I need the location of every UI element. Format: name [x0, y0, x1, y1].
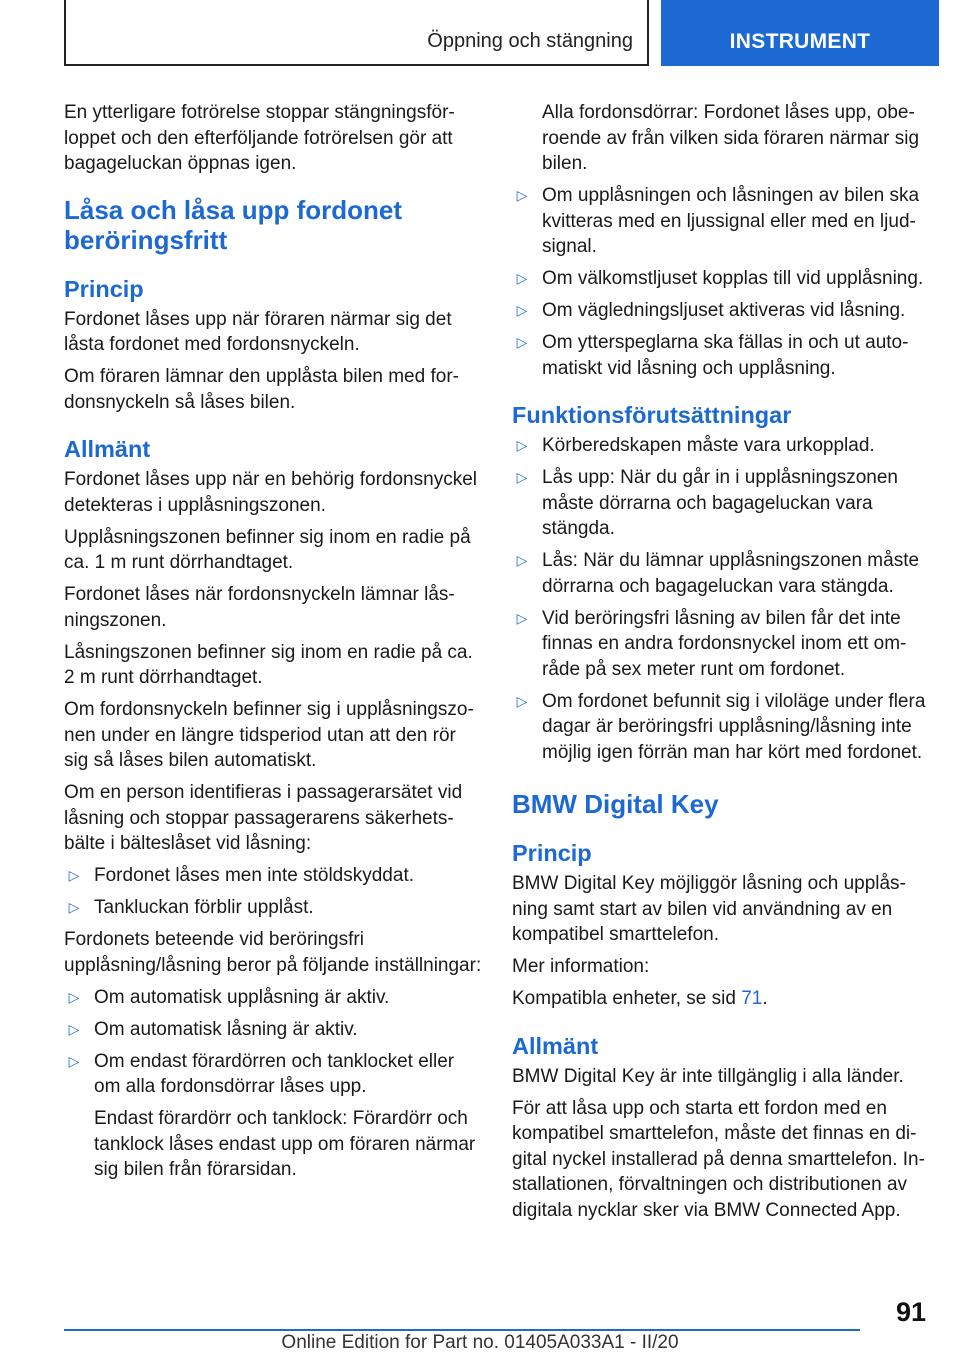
bullet-list — [512, 183, 930, 381]
triangle-bullet-icon: ▷ — [516, 609, 528, 626]
triangle-bullet-icon: ▷ — [68, 899, 80, 915]
triangle-bullet-icon: ▷ — [516, 552, 528, 568]
triangle-bullet-icon: ▷ — [516, 437, 528, 453]
heading-allmant: Allmänt — [64, 436, 151, 462]
paragraph: Låsningszonen befinner sig inom en radie på ca. 2 m runt dörrhandtaget. — [64, 641, 473, 688]
triangle-bullet-icon: ▷ — [68, 1052, 80, 1069]
heading-keyless-lock: Låsa och låsa upp fordonet beröringsfritt — [64, 194, 403, 255]
heading-allmant: Allmänt — [512, 1032, 599, 1059]
list-item: ▷ Om endast förardörren och tanklocket eller om alla fordonsdörrar låses upp. Endast förardörr och tanklock: Förardörr och tanklock låses endast upp om föraren närmar sig bilen från förarsidan. — [64, 1049, 482, 1183]
right-column — [512, 100, 930, 1230]
list-item: ▷ Fordonet låses men inte stöldskyddat. — [64, 863, 482, 889]
paragraph: BMW Digital Key är inte tillgänglig i alla länder. — [512, 1065, 904, 1087]
paragraph: BMW Digital Key möjliggör låsning och upplås-ning samt start av bilen vid användning av en kompatibel smarttelefon. — [512, 873, 906, 945]
paragraph: Upplåsningszonen befinner sig inom en radie på ca. 1 m runt dörrhandtaget. — [64, 526, 471, 573]
list-item: ▷ Körberedskapen måste vara urkopplad. — [512, 433, 930, 459]
list-item: ▷ Tankluckan förblir upplåst. — [64, 895, 482, 921]
chapter-title: INSTRUMENT — [729, 30, 871, 53]
page-reference-link[interactable]: 71 — [741, 988, 763, 1009]
section-title: Öppning och stängning — [427, 30, 633, 52]
heading-bmw-digital-key: BMW Digital Key — [512, 789, 719, 819]
list-continuation: Alla fordonsdörrar: Fordonet låses upp, obe-roende av från vilken sida föraren närmar sig bilen. — [542, 102, 920, 174]
heading-funktionsforutsattningar: Funktionsförutsättningar — [512, 402, 792, 428]
intro-paragraph: En ytterligare fotrörelse stoppar stängningsför-loppet och den efterföljande fotrörelsen gör att bagageluckan öppnas igen. — [64, 102, 455, 174]
page-number: 91 — [895, 1297, 926, 1327]
paragraph-compatible-devices: Kompatibla enheter, se sid 71. — [512, 988, 768, 1009]
heading-princip: Princip — [512, 840, 592, 866]
list-item: ▷ Om ytterspeglarna ska fällas in och ut auto-matiskt vid låsning och upplåsning. — [512, 330, 930, 381]
footer-divider — [64, 1329, 860, 1331]
bullet-list — [64, 863, 482, 921]
triangle-bullet-icon: ▷ — [516, 692, 528, 709]
list-item-continuation: Endast förardörr och tanklock: Förardörr och tanklock låses endast upp om föraren närmar sig bilen från förarsidan. — [94, 1108, 476, 1180]
triangle-bullet-icon: ▷ — [516, 302, 528, 318]
paragraph: Om en person identifieras i passagerarsätet vid låsning och stoppar passagerarens säkerhets-bälte i bälteslåset vid låsning: — [64, 782, 463, 854]
paragraph: Om fordonsnyckeln befinner sig i upplåsningszo-nen under en längre tidsperiod utan att den rör sig så låses bilen automatiskt. — [64, 699, 474, 771]
triangle-bullet-icon: ▷ — [516, 187, 528, 203]
list-item: ▷ Lås upp: När du går in i upplåsningszonen måste dörrarna och bagageluckan vara stängda. — [512, 465, 930, 542]
paragraph: Fordonet låses när fordonsnyckeln lämnar lås-ningszonen. — [64, 584, 455, 631]
list-item: ▷ Om automatisk upplåsning är aktiv. — [64, 985, 482, 1011]
paragraph: Mer information: — [512, 956, 650, 977]
paragraph: Fordonet låses upp när en behörig fordonsnyckel detekteras i upplåsningszonen. — [64, 469, 477, 516]
triangle-bullet-icon: ▷ — [516, 270, 528, 286]
triangle-bullet-icon: ▷ — [516, 334, 528, 350]
list-item: ▷ Om upplåsningen och låsningen av bilen ska kvitteras med en ljussignal eller med en ljud-signal. — [512, 183, 930, 260]
list-item: ▷ Lås: När du lämnar upplåsningszonen måste dörrarna och bagageluckan vara stängda. — [512, 548, 930, 599]
list-item: ▷ Om automatisk låsning är aktiv. — [64, 1017, 482, 1043]
bullet-list — [64, 985, 482, 1183]
left-column — [64, 100, 482, 1189]
triangle-bullet-icon: ▷ — [516, 469, 528, 485]
triangle-bullet-icon: ▷ — [68, 988, 80, 1005]
bullet-list — [512, 433, 930, 765]
list-item: ▷ Om välkomstljuset kopplas till vid upplåsning. — [512, 266, 930, 292]
paragraph: Fordonet låses upp när föraren närmar sig det låsta fordonet med fordonsnyckeln. — [64, 308, 452, 355]
footer-edition-text: Online Edition for Part no. 01405A033A1 - II/20 — [281, 1332, 679, 1353]
list-item: ▷ Vid beröringsfri låsning av bilen får det inte finnas en andra fordonsnyckel inom ett om-råde på sex meter runt om fordonet. — [512, 606, 930, 683]
list-item: ▷ Om vägledningsljuset aktiveras vid låsning. — [512, 298, 930, 324]
header-section-tab — [64, 0, 649, 66]
header-chapter-tab — [661, 0, 939, 66]
paragraph: Om föraren lämnar den upplåsta bilen med for-donsnyckeln så låses bilen. — [64, 366, 459, 413]
paragraph: För att låsa upp och starta ett fordon med en kompatibel smarttelefon, måste det finnas en di-gital nyckel installerad på denna smarttelefon. In-stallationen, förvaltningen och distributionen av digitala nycklar sker via BMW Connected App. — [512, 1097, 925, 1221]
paragraph: Fordonets beteende vid beröringsfri upplåsning/låsning beror på följande inställningar: — [64, 929, 482, 976]
heading-princip: Princip — [64, 275, 144, 302]
triangle-bullet-icon: ▷ — [68, 867, 80, 883]
triangle-bullet-icon: ▷ — [68, 1020, 80, 1037]
list-item: ▷ Om fordonet befunnit sig i viloläge under flera dagar är beröringsfri upplåsning/låsning inte möjlig igen förrän man har kört med fordonet. — [512, 689, 930, 766]
